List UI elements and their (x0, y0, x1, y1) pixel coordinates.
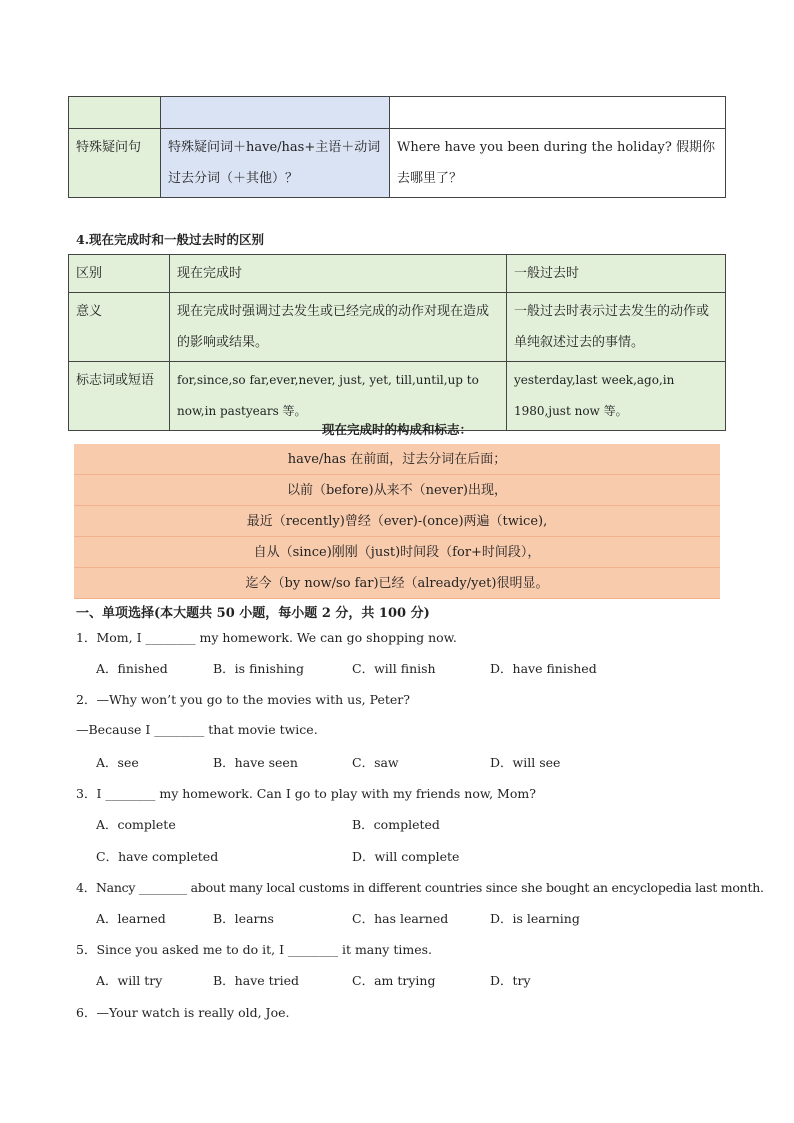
option-d: D．will see (490, 755, 561, 770)
option-a: A．complete (96, 817, 176, 832)
option-d: D．will complete (352, 849, 460, 864)
header-cell: 一般过去时 (507, 255, 726, 293)
option-d: D．try (490, 973, 531, 988)
table-cell: yesterday,last week,ago,in 1980,just now 等。 (507, 362, 726, 431)
option-c: C．am trying (352, 973, 436, 988)
rules-box (74, 444, 720, 599)
table-row (69, 97, 726, 129)
option-b: B．is finishing (213, 661, 304, 676)
option-c: C．saw (352, 755, 399, 770)
structure-cell: 特殊疑问词＋have/has+主语＋动词过去分词（＋其他）？ (161, 129, 390, 198)
question-stem: 4．Nancy ________ about many local customs in different countries since she bought an encyclopedia last month. (76, 880, 764, 895)
option-a: A．will try (96, 973, 163, 988)
question-stem: 3．I ________ my homework. Can I go to play with my friends now, Mom? (76, 786, 536, 801)
option-a: A．finished (96, 661, 168, 676)
question-stem: 5．Since you asked me to do it, I ________ it many times. (76, 942, 433, 957)
table-cell (161, 97, 390, 129)
rules-title: 现在完成时的构成和标志： (321, 422, 472, 437)
question-stem: 6．—Your watch is really old, Joe. (76, 1005, 290, 1020)
option-b: B．have seen (213, 755, 298, 770)
question-type-cell: 特殊疑问句 (69, 129, 161, 198)
option-b: B．learns (213, 911, 274, 926)
question-type-table (68, 96, 726, 198)
option-c: C．will finish (352, 661, 436, 676)
rule-line: have/has 在前面，过去分词在后面； (74, 444, 720, 475)
example-cell: Where have you been during the holiday? 假期你去哪里了？ (390, 129, 726, 198)
option-d: D．is learning (490, 911, 580, 926)
header-cell: 区别 (69, 255, 170, 293)
option-c: C．has learned (352, 911, 449, 926)
section-heading: 一、单项选择(本大题共 50 小题，每小题 2 分，共 100 分) (76, 606, 430, 621)
rule-line: 迄今（by now/so far)已经（already/yet)很明显。 (74, 568, 720, 599)
table-cell: 一般过去时表示过去发生的动作或单纯叙述过去的事情。 (507, 293, 726, 362)
option-d: D．have finished (490, 661, 597, 676)
rule-line: 以前（before)从来不（never)出现， (74, 475, 720, 506)
table-row (69, 293, 726, 362)
question-stem: 2．—Why won’t you go to the movies with us, Peter? (76, 692, 410, 707)
tense-comparison-table (68, 254, 726, 431)
section-title: 4.现在完成时和一般过去时的区别 (76, 232, 265, 247)
option-a: A．see (96, 755, 139, 770)
table-row (69, 129, 726, 198)
table-cell: 现在完成时强调过去发生或已经完成的动作对现在造成的影响或结果。 (170, 293, 507, 362)
header-cell: 现在完成时 (170, 255, 507, 293)
rule-line: 最近（recently)曾经（ever)-(once)两遍（twice), (74, 506, 720, 537)
rule-line: 自从（since)刚刚（just)时间段（for+时间段）， (74, 537, 720, 568)
question-stem-continued: —Because I ________ that movie twice. (76, 722, 318, 737)
option-c: C．have completed (96, 849, 219, 864)
table-cell (390, 97, 726, 129)
row-label: 标志词或短语 (69, 362, 170, 431)
question-stem: 1．Mom, I ________ my homework. We can go shopping now. (76, 630, 457, 645)
table-header-row (69, 255, 726, 293)
option-a: A．learned (96, 911, 166, 926)
table-cell (69, 97, 161, 129)
option-b: B．have tried (213, 973, 300, 988)
table-cell: for,since,so far,ever,never, just, yet, till,until,up to now,in pastyears 等。 (170, 362, 507, 431)
option-b: B．completed (352, 817, 440, 832)
row-label: 意义 (69, 293, 170, 362)
